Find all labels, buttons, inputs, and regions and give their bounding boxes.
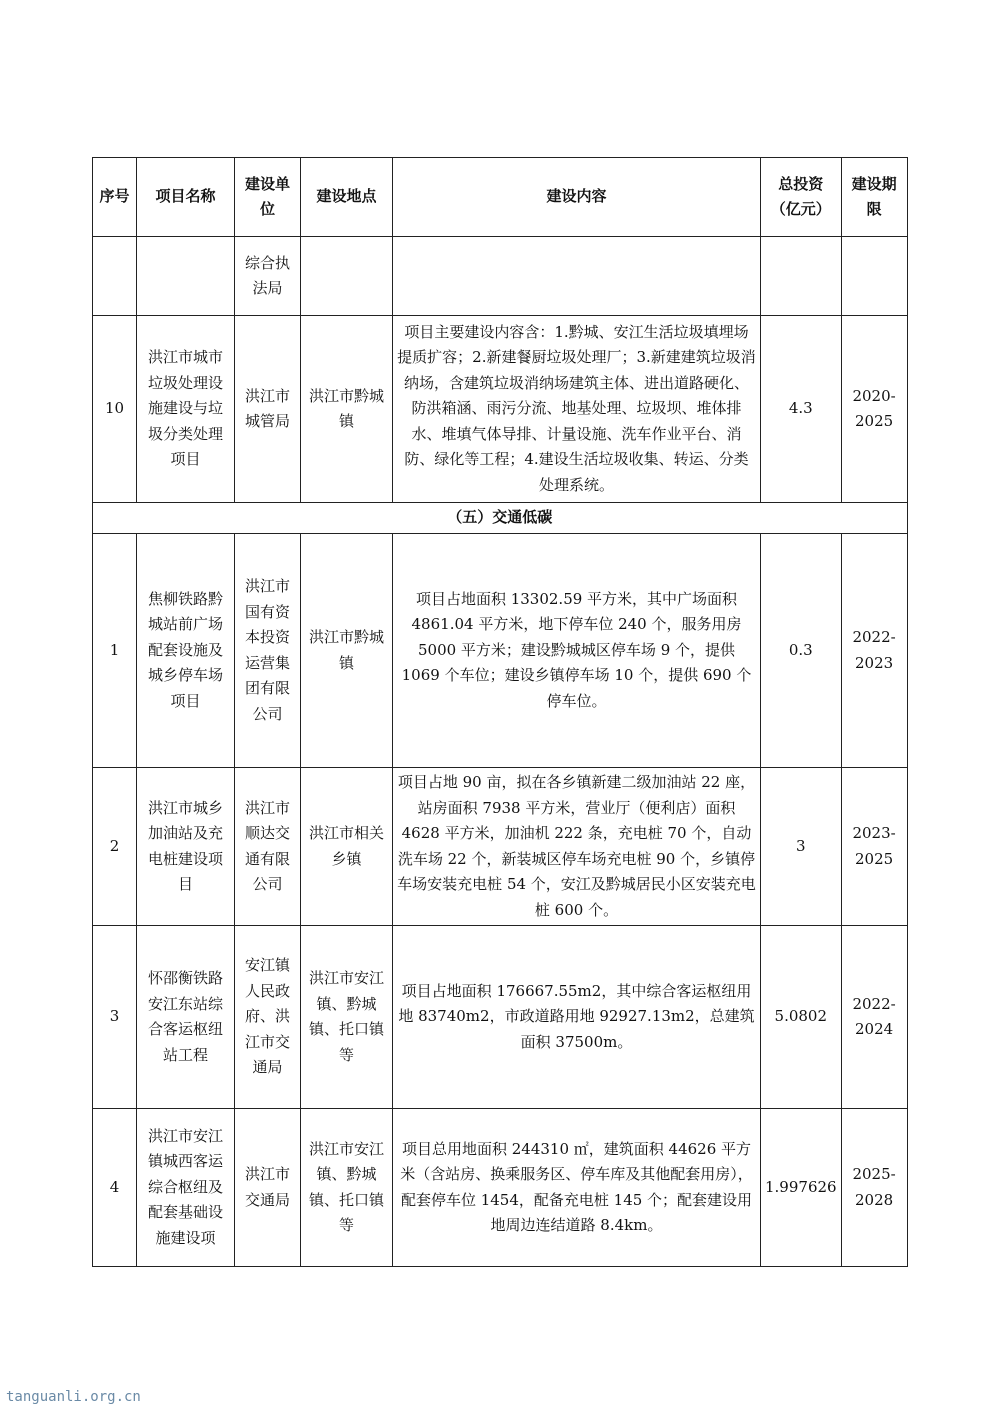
cell-investment: 1.997626 <box>761 1109 842 1267</box>
cell-seq: 10 <box>93 316 137 503</box>
table-row <box>93 316 908 503</box>
cell-period: 2022-2024 <box>841 926 907 1109</box>
cell-location: 洪江市安江镇、黔城镇、托口镇等 <box>301 926 393 1109</box>
cell-seq <box>93 237 137 316</box>
cell-seq: 2 <box>93 768 137 926</box>
cell-name: 洪江市城市垃圾处理设施建设与垃圾分类处理项目 <box>137 316 235 503</box>
cell-period <box>841 237 907 316</box>
cell-name: 焦柳铁路黔城站前广场配套设施及城乡停车场项目 <box>137 534 235 768</box>
cell-location: 洪江市黔城镇 <box>301 316 393 503</box>
cell-location: 洪江市相关乡镇 <box>301 768 393 926</box>
watermark-text: tanguanli.org.cn <box>6 1389 141 1405</box>
cell-unit: 安江镇人民政府、洪江市交通局 <box>235 926 301 1109</box>
header-name: 项目名称 <box>137 158 235 237</box>
cell-name <box>137 237 235 316</box>
cell-investment: 4.3 <box>761 316 842 503</box>
header-content: 建设内容 <box>393 158 761 237</box>
cell-seq: 4 <box>93 1109 137 1267</box>
table-row <box>93 926 908 1109</box>
cell-seq: 1 <box>93 534 137 768</box>
header-unit: 建设单位 <box>235 158 301 237</box>
cell-content: 项目占地面积 13302.59 平方米，其中广场面积 4861.04 平方米，地下停车位 240 个，服务用房 5000 平方米；建设黔城城区停车场 9 个，提供 1069 个车位；建设乡镇停车场 10 个，提供 690 个停车位。 <box>393 534 761 768</box>
cell-unit: 洪江市顺达交通有限公司 <box>235 768 301 926</box>
cell-location <box>301 237 393 316</box>
table-row <box>93 237 908 316</box>
cell-seq: 3 <box>93 926 137 1109</box>
cell-unit: 洪江市城管局 <box>235 316 301 503</box>
section-title: （五）交通低碳 <box>93 503 908 534</box>
cell-content <box>393 237 761 316</box>
cell-investment <box>761 237 842 316</box>
header-investment: 总投资（亿元） <box>761 158 842 237</box>
cell-investment: 0.3 <box>761 534 842 768</box>
section-row <box>93 503 908 534</box>
cell-period: 2025-2028 <box>841 1109 907 1267</box>
cell-unit: 洪江市国有资本投资运营集团有限公司 <box>235 534 301 768</box>
table-row <box>93 768 908 926</box>
header-seq: 序号 <box>93 158 137 237</box>
cell-investment: 5.0802 <box>761 926 842 1109</box>
cell-name: 怀邵衡铁路安江东站综合客运枢纽站工程 <box>137 926 235 1109</box>
cell-location: 洪江市黔城镇 <box>301 534 393 768</box>
cell-investment: 3 <box>761 768 842 926</box>
cell-unit: 综合执法局 <box>235 237 301 316</box>
cell-name: 洪江市安江镇城西客运综合枢纽及配套基础设施建设项 <box>137 1109 235 1267</box>
table-row <box>93 1109 908 1267</box>
cell-content: 项目占地 90 亩，拟在各乡镇新建二级加油站 22 座，站房面积 7938 平方米，营业厅（便利店）面积 4628 平方米，加油机 222 条，充电桩 70 个，自动洗车场 22 个，新装城区停车场充电桩 90 个，乡镇停车场安装充电桩 54 个，安江及黔城居民小区安装充电桩 600 个。 <box>393 768 761 926</box>
table-header-row <box>93 158 908 237</box>
cell-content: 项目主要建设内容含：1.黔城、安江生活垃圾填埋场提质扩容；2.新建餐厨垃圾处理厂；3.新建建筑垃圾消纳场，含建筑垃圾消纳场建筑主体、进出道路硬化、防洪箱涵、雨污分流、地基处理、垃圾坝、堆体排水、堆填气体导排、计量设施、洗车作业平台、消防、绿化等工程；4.建设生活垃圾收集、转运、分类处理系统。 <box>393 316 761 503</box>
cell-period: 2020-2025 <box>841 316 907 503</box>
project-table <box>92 157 908 1267</box>
cell-location: 洪江市安江镇、黔城镇、托口镇等 <box>301 1109 393 1267</box>
cell-period: 2022-2023 <box>841 534 907 768</box>
cell-name: 洪江市城乡加油站及充电桩建设项目 <box>137 768 235 926</box>
table-row <box>93 534 908 768</box>
cell-period: 2023-2025 <box>841 768 907 926</box>
header-location: 建设地点 <box>301 158 393 237</box>
cell-unit: 洪江市交通局 <box>235 1109 301 1267</box>
header-period: 建设期限 <box>841 158 907 237</box>
cell-content: 项目总用地面积 244310 ㎡，建筑面积 44626 平方米（含站房、换乘服务区、停车库及其他配套用房），配套停车位 1454，配备充电桩 145 个；配套建设用地周边连结道路 8.4km。 <box>393 1109 761 1267</box>
cell-content: 项目占地面积 176667.55m2，其中综合客运枢纽用地 83740m2，市政道路用地 92927.13m2，总建筑面积 37500m。 <box>393 926 761 1109</box>
